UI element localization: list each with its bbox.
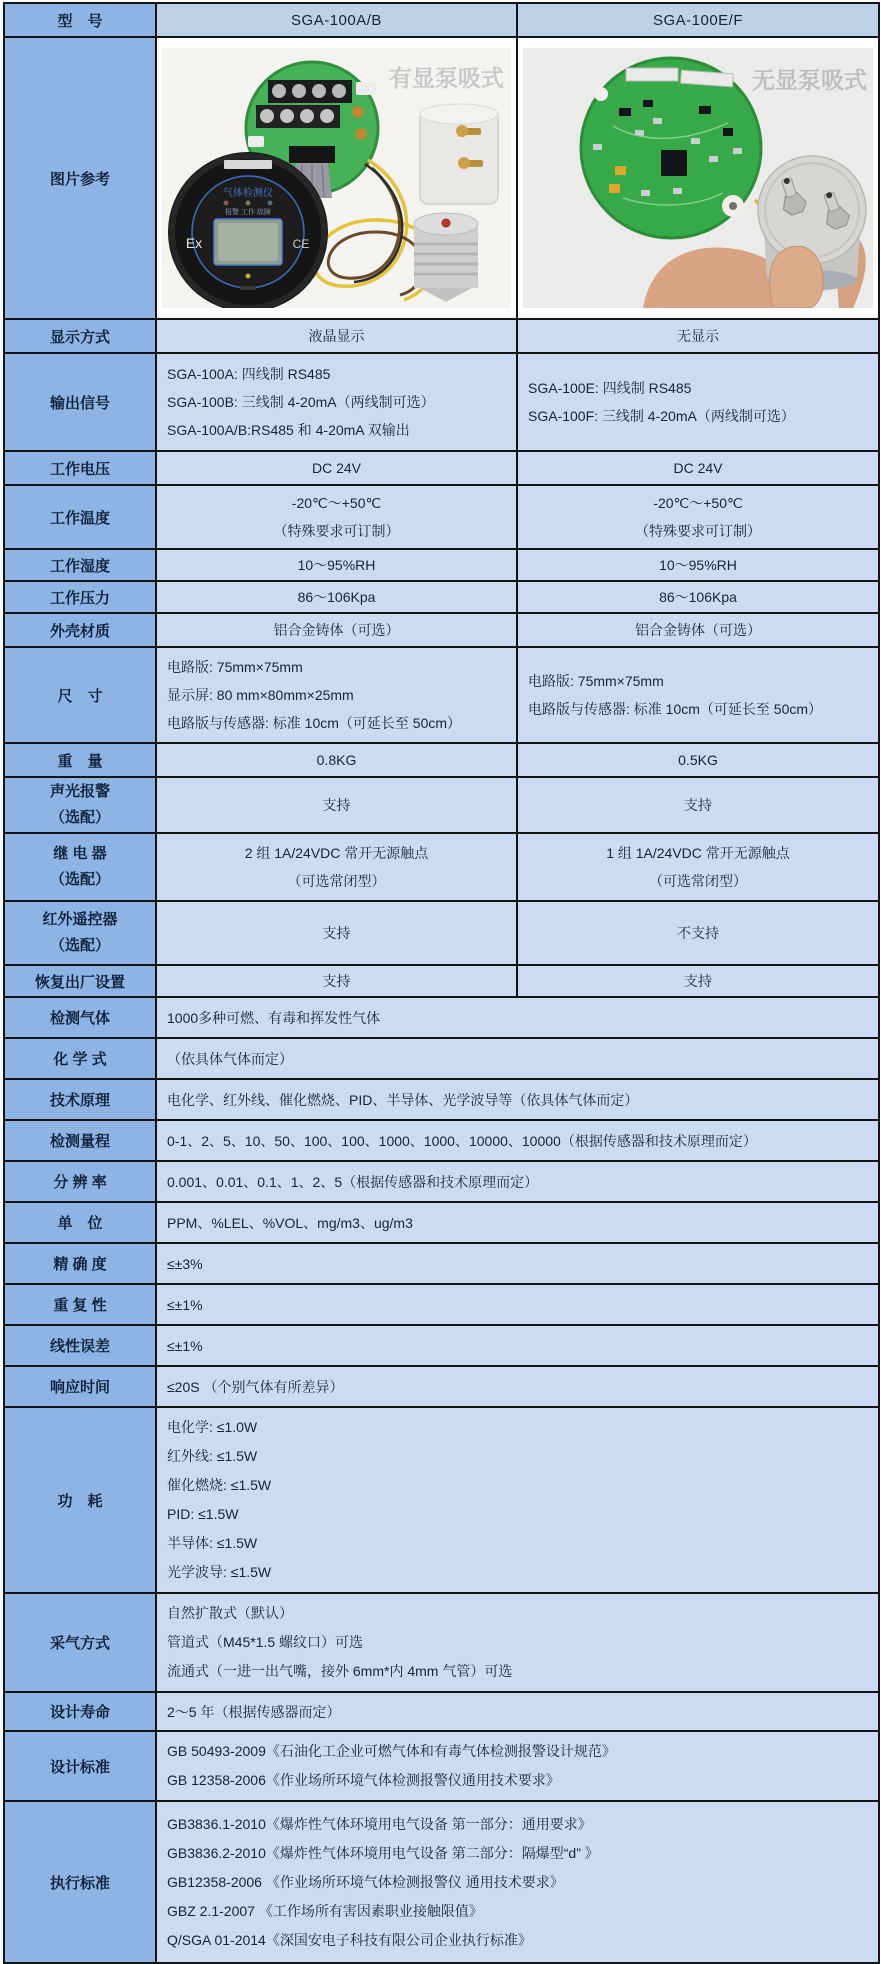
factory-reset-a: 支持 — [156, 965, 517, 997]
row-label-dimensions: 尺 寸 — [4, 647, 156, 743]
output-a-line: SGA-100A: 四线制 RS485 — [167, 366, 331, 382]
relay-label-line: 继 电 器 — [53, 845, 107, 862]
row-relay — [4, 833, 879, 901]
accuracy-value: ≤±3% — [156, 1243, 879, 1284]
row-lifespan — [4, 1692, 879, 1731]
relay-b-line: （可选常闭型） — [649, 873, 747, 889]
exec-std-line: GB3836.1-2010《爆炸性气体环境用电气设备 第一部分：通用要求》 — [167, 1815, 592, 1832]
sampling-value — [156, 1593, 879, 1692]
row-display — [4, 319, 879, 353]
alarm-a: 支持 — [156, 777, 517, 833]
power-line: 红外线: ≤1.5W — [167, 1448, 258, 1464]
temperature-b-range: -20℃～+50℃ — [653, 495, 743, 511]
row-housing — [4, 613, 879, 647]
output-a-line: SGA-100A/B:RS485 和 4-20mA 双输出 — [167, 422, 410, 438]
row-label-repeatability: 重 复 性 — [4, 1284, 156, 1325]
temperature-a-note: （特殊要求可订制） — [273, 523, 400, 539]
relay-a — [156, 833, 517, 901]
power-line: PID: ≤1.5W — [167, 1506, 239, 1522]
temperature-b-note: （特殊要求可订制） — [635, 523, 761, 539]
temperature-a — [156, 485, 517, 549]
power-line: 光学波导: ≤1.5W — [167, 1564, 272, 1580]
row-label-sampling: 采气方式 — [4, 1593, 156, 1692]
row-label-design-std: 设计标准 — [4, 1731, 156, 1801]
row-voltage — [4, 451, 879, 485]
row-label-accuracy: 精 确 度 — [4, 1243, 156, 1284]
humidity-b: 10～95%RH — [517, 549, 879, 581]
formula-value: （依具体气体而定） — [156, 1038, 879, 1079]
row-label-humidity: 工作湿度 — [4, 549, 156, 581]
row-dimensions — [4, 647, 879, 743]
design-std-line: GB 12358-2006《作业场所环境气体检测报警仪通用技术要求》 — [167, 1772, 560, 1788]
photo-cell-a — [156, 37, 517, 319]
sensor-canister-a — [414, 213, 478, 302]
alarm-b: 支持 — [517, 777, 879, 833]
detector-label-sticker — [224, 160, 272, 169]
product-photo-a — [162, 48, 511, 308]
factory-reset-b: 支持 — [517, 965, 879, 997]
remote-label-line: （选配） — [49, 937, 110, 954]
row-linearity — [4, 1325, 879, 1366]
output-b — [517, 353, 879, 451]
row-label-formula: 化 学 式 — [4, 1038, 156, 1079]
relay-b — [517, 833, 879, 901]
power-line: 半导体: ≤1.5W — [167, 1535, 258, 1551]
gases-value: 1000多种可燃、有毒和挥发性气体 — [156, 997, 879, 1038]
row-label-response: 响应时间 — [4, 1366, 156, 1407]
dimensions-b-line: 电路版: 75mm×75mm — [528, 673, 664, 689]
power-line: 电化学: ≤1.0W — [167, 1419, 258, 1435]
row-label-temperature: 工作温度 — [4, 485, 156, 549]
row-label-range: 检测量程 — [4, 1120, 156, 1161]
detector-ce-mark: CE — [292, 237, 310, 251]
pcb-board-b — [581, 58, 761, 238]
temperature-b — [517, 485, 879, 549]
spec-table — [3, 2, 880, 1964]
output-a-line: SGA-100B: 三线制 4-20mA（两线制可选） — [167, 394, 435, 410]
row-power — [4, 1407, 879, 1593]
exec-std-line: GB3836.2-2010《爆炸性气体环境用电气设备 第二部分：隔爆型“d” 》 — [167, 1844, 599, 1861]
row-output — [4, 353, 879, 451]
weight-a: 0.8KG — [156, 743, 517, 777]
row-pressure — [4, 581, 879, 613]
detector-unit — [168, 152, 328, 308]
detector-led-labels: 报警 工作 故障 — [225, 209, 271, 216]
resolution-value: 0.001、0.01、0.1、1、2、5（根据传感器和技术原理而定） — [156, 1161, 879, 1202]
relay-b-line: 1 组 1A/24VDC 常开无源触点 — [606, 845, 790, 861]
pressure-a: 86～106Kpa — [156, 581, 517, 613]
housing-b: 铝合金铸体（可选） — [517, 613, 879, 647]
row-range — [4, 1120, 879, 1161]
row-label-display: 显示方式 — [4, 319, 156, 353]
response-value: ≤20S （个别气体有所差异） — [156, 1366, 879, 1407]
row-label-remote — [4, 901, 156, 965]
row-label-output: 输出信号 — [4, 353, 156, 451]
sampling-line: 管道式（M45*1.5 螺纹口）可选 — [167, 1634, 364, 1650]
row-remote — [4, 901, 879, 965]
voltage-b: DC 24V — [517, 451, 879, 485]
row-label-pressure: 工作压力 — [4, 581, 156, 613]
row-label-weight: 重 量 — [4, 743, 156, 777]
remote-b: 不支持 — [517, 901, 879, 965]
pressure-b: 86～106Kpa — [517, 581, 879, 613]
pump-canister — [420, 104, 498, 204]
dimensions-b-line: 电路版与传感器: 标准 10cm（可延长至 50cm） — [528, 701, 823, 717]
row-response — [4, 1366, 879, 1407]
row-label-factory-reset: 恢复出厂设置 — [4, 965, 156, 997]
lifespan-value: 2～5 年（根据传感器而定） — [156, 1692, 879, 1731]
row-humidity — [4, 549, 879, 581]
principle-value: 电化学、红外线、催化燃烧、PID、半导体、光学波导等（依具体气体而定） — [156, 1079, 879, 1120]
dimensions-a-line: 显示屏: 80 mm×80mm×25mm — [167, 687, 354, 703]
dimensions-a — [156, 647, 517, 743]
row-exec-std — [4, 1801, 879, 1963]
repeatability-value: ≤±1% — [156, 1284, 879, 1325]
relay-label-line: （选配） — [49, 871, 110, 888]
row-label-unit: 单 位 — [4, 1202, 156, 1243]
row-label-lifespan: 设计寿命 — [4, 1692, 156, 1731]
model-b-header: SGA-100E/F — [517, 3, 879, 37]
watermark-b: 无显泵吸式 — [752, 67, 867, 93]
row-design-std — [4, 1731, 879, 1801]
row-formula — [4, 1038, 879, 1079]
voltage-a: DC 24V — [156, 451, 517, 485]
alarm-label-line: 声光报警 — [49, 783, 110, 800]
output-b-line: SGA-100F: 三线制 4-20mA（两线制可选） — [528, 408, 795, 424]
row-label-housing: 外壳材质 — [4, 613, 156, 647]
unit-value: PPM、%LEL、%VOL、mg/m3、ug/m3 — [156, 1202, 879, 1243]
power-line: 催化燃烧: ≤1.5W — [167, 1477, 272, 1493]
power-value — [156, 1407, 879, 1593]
row-accuracy — [4, 1243, 879, 1284]
range-value: 0-1、2、5、10、50、100、100、1000、1000、10000、10000（根据传感器和技术原理而定） — [156, 1120, 879, 1161]
humidity-a: 10～95%RH — [156, 549, 517, 581]
row-label-relay — [4, 833, 156, 901]
row-principle — [4, 1079, 879, 1120]
exec-std-value — [156, 1801, 879, 1963]
weight-b: 0.5KG — [517, 743, 879, 777]
dimensions-b — [517, 647, 879, 743]
photo-cell-b — [517, 37, 879, 319]
dimensions-a-line: 电路版: 75mm×75mm — [167, 659, 303, 675]
exec-std-line: Q/SGA 01-2014《深国安电子科技有限公司企业执行标准》 — [167, 1931, 532, 1948]
row-repeatability — [4, 1284, 879, 1325]
remote-label-line: 红外遥控器 — [42, 911, 118, 928]
row-factory-reset — [4, 965, 879, 997]
row-label-voltage: 工作电压 — [4, 451, 156, 485]
row-gases — [4, 997, 879, 1038]
row-label-exec-std: 执行标准 — [4, 1801, 156, 1963]
row-resolution — [4, 1161, 879, 1202]
detector-title: 气体检测仪 — [223, 188, 273, 199]
row-alarm — [4, 777, 879, 833]
exec-std-line: GBZ 2.1-2007 《工作场所有害因素职业接触限值》 — [167, 1902, 483, 1919]
row-photos — [4, 37, 879, 319]
row-weight — [4, 743, 879, 777]
row-temperature — [4, 485, 879, 549]
detector-ex-mark: Ex — [185, 235, 203, 251]
design-std-value — [156, 1731, 879, 1801]
row-label-resolution: 分 辨 率 — [4, 1161, 156, 1202]
row-label-gases: 检测气体 — [4, 997, 156, 1038]
thumb — [770, 246, 824, 308]
model-a-header: SGA-100A/B — [156, 3, 517, 37]
row-label-photos: 图片参考 — [4, 37, 156, 319]
watermark-a: 有显泵吸式 — [389, 65, 504, 91]
row-unit — [4, 1202, 879, 1243]
alarm-label-line: （选配） — [49, 809, 110, 826]
output-b-line: SGA-100E: 四线制 RS485 — [528, 380, 692, 396]
row-sampling — [4, 1593, 879, 1692]
remote-a: 支持 — [156, 901, 517, 965]
row-label-power: 功 耗 — [4, 1407, 156, 1593]
relay-a-line: （可选常闭型） — [287, 873, 386, 889]
row-model — [4, 3, 879, 37]
output-a — [156, 353, 517, 451]
display-a: 液晶显示 — [156, 319, 517, 353]
dimensions-a-line: 电路版与传感器: 标准 10cm（可延长至 50cm） — [167, 715, 462, 731]
product-photo-b — [523, 48, 873, 308]
design-std-line: GB 50493-2009《石油化工企业可燃气体和有毒气体检测报警设计规范》 — [167, 1743, 616, 1759]
row-label-principle: 技术原理 — [4, 1079, 156, 1120]
row-label-linearity: 线性误差 — [4, 1325, 156, 1366]
exec-std-line: GB12358-2006 《作业场所环境气体检测报警仪 通用技术要求》 — [167, 1873, 564, 1890]
linearity-value: ≤±1% — [156, 1325, 879, 1366]
relay-a-line: 2 组 1A/24VDC 常开无源触点 — [244, 845, 429, 861]
temperature-a-range: -20℃～+50℃ — [291, 495, 382, 511]
housing-a: 铝合金铸体（可选） — [156, 613, 517, 647]
row-label-model: 型 号 — [4, 3, 156, 37]
row-label-alarm — [4, 777, 156, 833]
sampling-line: 流通式（一进一出气嘴，接外 6mm*内 4mm 气管）可选 — [167, 1663, 513, 1679]
display-b: 无显示 — [517, 319, 879, 353]
sampling-line: 自然扩散式（默认） — [167, 1605, 293, 1621]
